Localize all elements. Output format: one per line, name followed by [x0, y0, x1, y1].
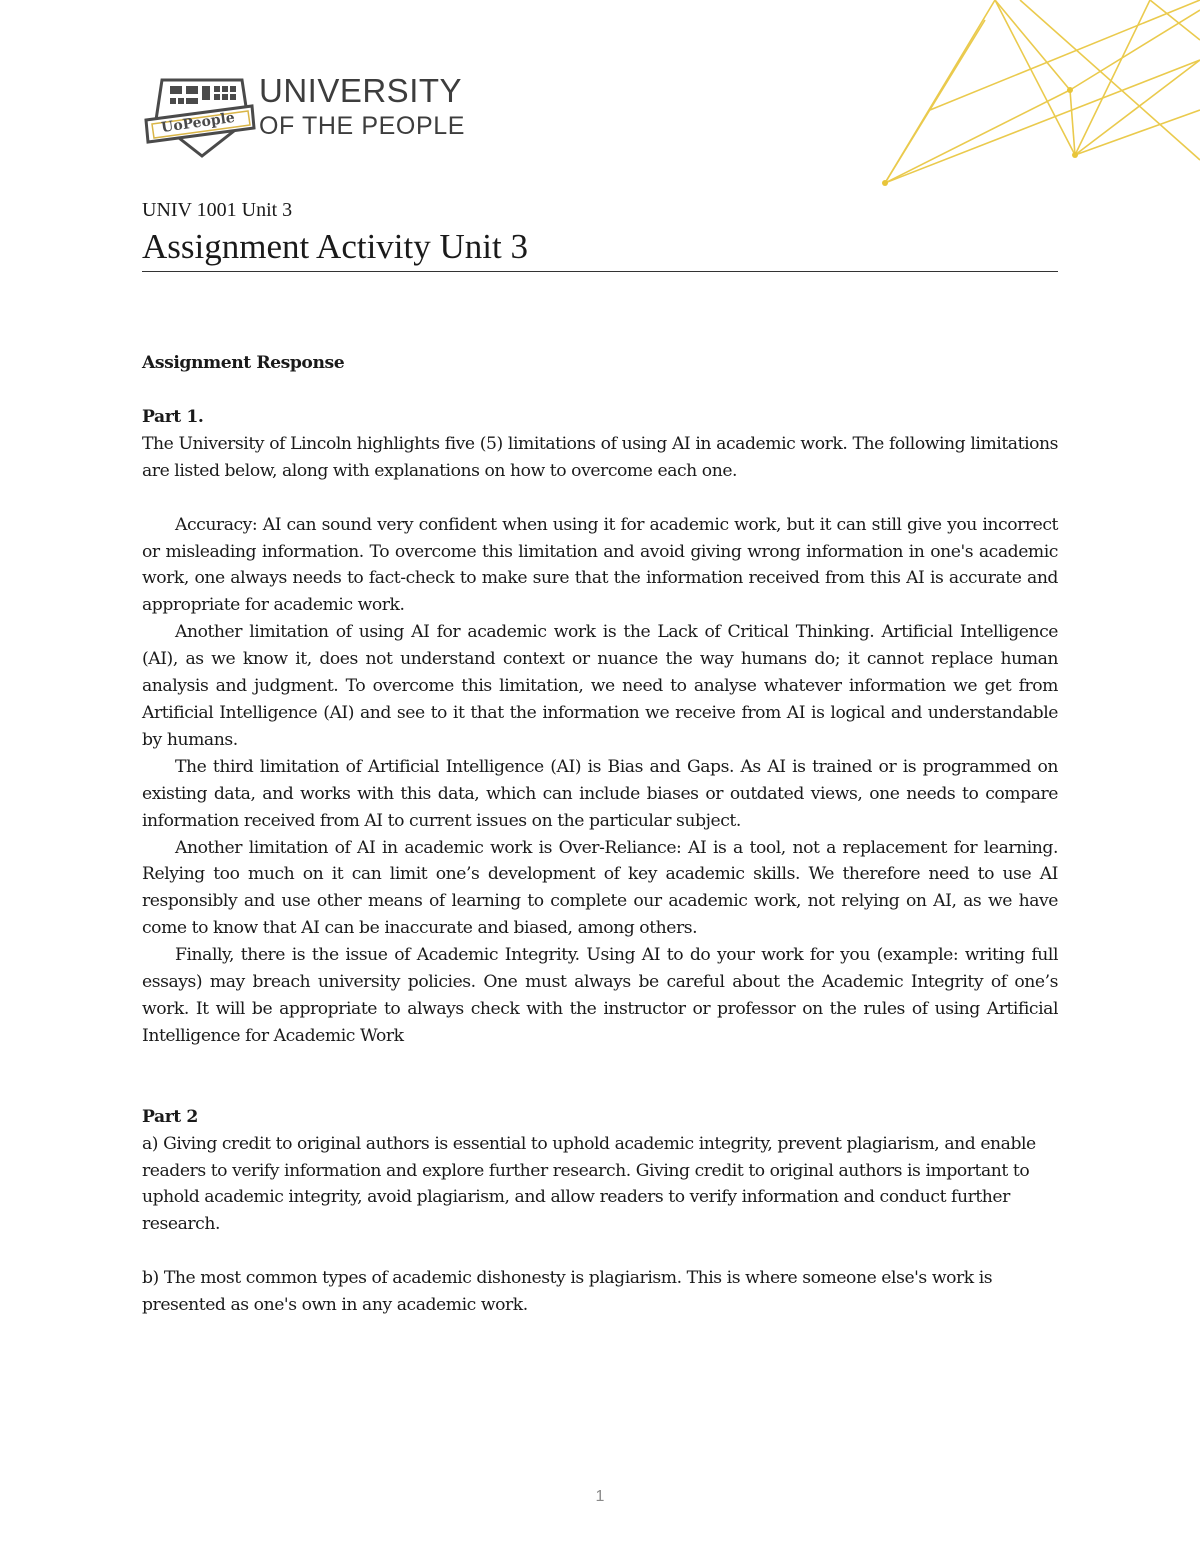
course-code: UNIV 1001 Unit 3: [142, 199, 293, 221]
part1-paragraph: Another limitation of using AI for academic work is the Lack of Critical Thinking. Artificial Intelligence (AI), as we know it, does not understand context or nuance the way humans do; it cannot replace human analysis and judgment. To overcome this limitation, we need to analyse whatever information we get from Artificial Intelligence (AI) and see to it that the information we receive from AI is logical and understandable by humans.: [142, 622, 1058, 750]
part1-paragraph: Another limitation of AI in academic work is Over-Reliance: AI is a tool, not a replacement for learning. Relying too much on it can limit one’s development of key academic skills. We therefore need to use AI responsibly and use other means of learning to complete our academic work, not relying on AI, as we have come to know that AI can be inaccurate and biased, among others.: [142, 837, 1058, 939]
response-heading: Assignment Response: [142, 353, 345, 373]
decorative-gold-lines: [870, 0, 1200, 190]
logo-badge-text: UoPeople: [160, 109, 236, 137]
part1-intro: The University of Lincoln highlights five (5) limitations of using AI in academic work. The following limitations are listed below, along with explanations on how to overcome each one.: [142, 433, 1058, 481]
part1-paragraph: Accuracy: AI can sound very confident when using it for academic work, but it can still give you incorrect or misleading information. To overcome this limitation and avoid giving wrong information in one's academic work, one always needs to fact-check to make sure that the information received from this AI is accurate and appropriate for academic work.: [142, 514, 1058, 616]
logo-university-line: UNIVERSITY: [259, 72, 463, 109]
part2-heading: Part 2: [142, 1106, 198, 1127]
document-body: [142, 350, 1058, 1319]
part1-heading: Part 1.: [142, 406, 204, 427]
part2-answer-a: a) Giving credit to original authors is essential to uphold academic integrity, prevent plagiarism, and enable readers to verify information and explore further research. Giving credit to original authors is important to uphold academic integrity, avoid plagiarism, and allow readers to verify information and conduct further research.: [142, 1133, 1036, 1235]
part1-paragraph: Finally, there is the issue of Academic Integrity. Using AI to do your work for you (example: writing full essays) may breach university policies. One must always be careful about the Academic Integrity of one’s work. It will be appropriate to always check with the instructor or professor on the rules of using Artificial Intelligence for Academic Work: [142, 945, 1058, 1046]
document-title: Assignment Activity Unit 3: [142, 227, 528, 266]
part1-paragraph: The third limitation of Artificial Intelligence (AI) is Bias and Gaps. As AI is trained or is programmed on existing data, and works with this data, which can include biases or outdated views, one needs to compare information received from AI to current issues on the particular subject.: [142, 756, 1058, 831]
logo-of-the-people-line: OF THE PEOPLE: [259, 112, 466, 140]
title-divider: [142, 271, 1058, 272]
page-number: 1: [595, 1488, 605, 1505]
part2-answer-b: b) The most common types of academic dishonesty is plagiarism. This is where someone else's work is presented as one's own in any academic work.: [142, 1268, 993, 1316]
